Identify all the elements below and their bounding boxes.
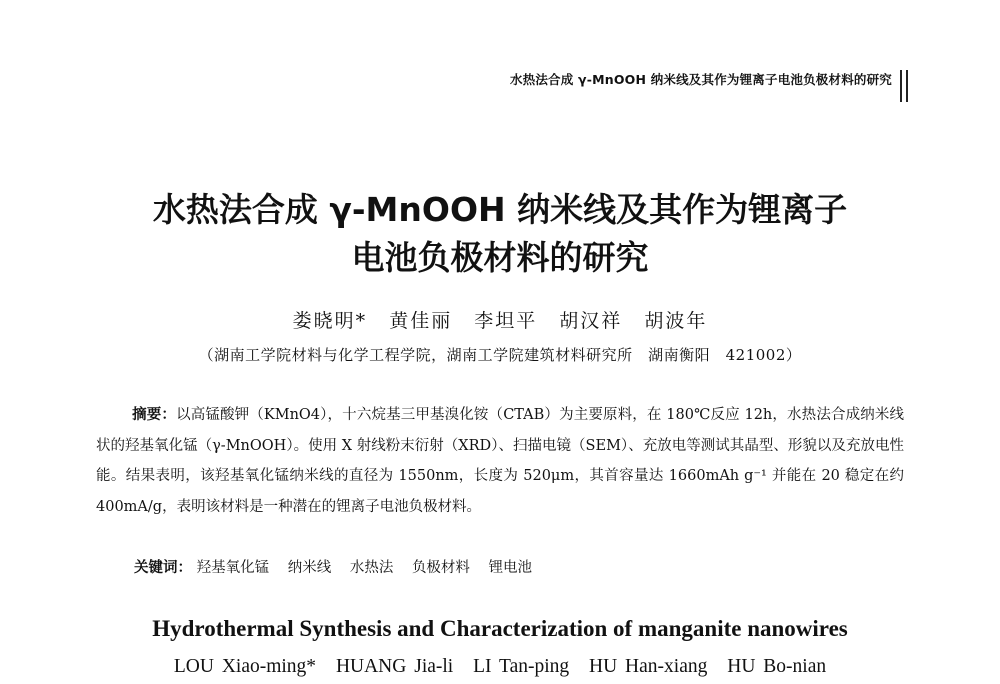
keyword-item: 锂电池 xyxy=(488,560,533,576)
author-en: HUANG Jia-li xyxy=(335,656,454,677)
keyword-item: 纳米线 xyxy=(287,560,332,576)
title-zh xyxy=(0,186,1000,282)
keyword-item: 羟基氧化锰 xyxy=(196,560,270,576)
keyword-item: 负极材料 xyxy=(411,560,470,576)
running-header: 水热法合成 γ-MnOOH 纳米线及其作为锂离子电池负极材料的研究 xyxy=(509,72,892,87)
title-zh-line1: 水热法合成 γ-MnOOH 纳米线及其作为锂离子 xyxy=(152,190,848,229)
authors-en xyxy=(0,656,1000,678)
abstract xyxy=(96,400,904,522)
author-en: HU Han-xiang xyxy=(589,656,708,677)
author-en: LOU Xiao-ming* xyxy=(173,656,317,677)
author-en: HU Bo-nian xyxy=(727,656,827,677)
keywords xyxy=(96,556,904,577)
authors-zh: 娄晓明* 黄佳丽 李坦平 胡汉祥 胡波年 xyxy=(292,310,708,332)
abstract-label: 摘要： xyxy=(132,407,177,423)
keyword-item: 水热法 xyxy=(349,560,394,576)
author-en: LI Tan-ping xyxy=(473,656,570,677)
header-bar xyxy=(900,70,908,102)
title-zh-line2: 电池负极材料的研究 xyxy=(351,238,649,277)
affiliation-zh: （湖南工学院材料与化学工程学院，湖南工学院建筑材料研究所 湖南衡阳 421002） xyxy=(198,346,802,364)
abstract-text: 以高锰酸钾（KMnO4），十六烷基三甲基溴化铵（CTAB）为主要原料，在 180℃反应 12h，水热法合成纳米线状的羟基氧化锰（γ-MnOOH）。使用 X 射线粉末衍射（XRD）、扫描电镜（SEM）、充放电等测试其晶型、形貌以及充放电性能。结果表明，该羟基氧化锰纳米线的直径为 1550nm，长度为 520μm，其首容量达 1660mAh g⁻¹ 并能在 20 稳定在约 400mA/g，表明该材料是一种潜在的锂离子电池负极材料。 xyxy=(96,407,905,515)
keywords-label: 关键词： xyxy=(134,560,192,576)
title-en: Hydrothermal Synthesis and Characterization of manganite nanowires xyxy=(152,616,848,641)
